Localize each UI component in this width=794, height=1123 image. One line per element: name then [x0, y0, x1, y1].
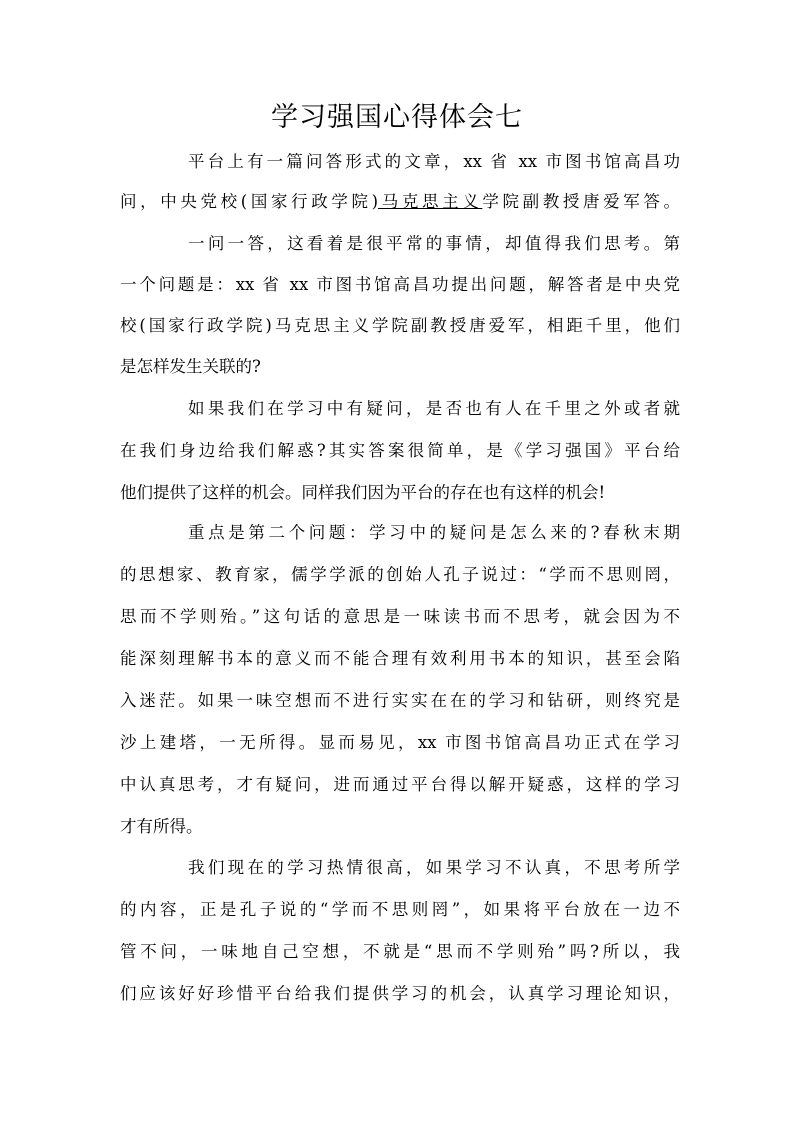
paragraph-1-line-1: 平台上有一篇问答形式的文章，xx 省 xx 市图书馆高昌功 — [188, 152, 680, 171]
paragraph-2-line-4: 是怎样发生关联的? — [120, 357, 261, 376]
text-segment: 问，中央党校(国家行政学院) — [120, 192, 379, 211]
paragraph-4-line-7: 中认真思考，才有疑问，进而通过平台得以解开疑惑，这样的学习 — [120, 775, 680, 794]
paragraph-4-line-3: 思而不学则殆。”这句话的意思是一味读书而不思考，就会因为不 — [120, 607, 680, 626]
paragraph-3-line-3: 他们提供了这样的机会。同样我们因为平台的存在也有这样的机会! — [120, 483, 606, 502]
paragraph-2-line-1: 一问一答，这看着是很平常的事情，却值得我们思考。第 — [188, 234, 680, 253]
paragraph-3-line-1: 如果我们在学习中有疑问，是否也有人在千里之外或者就 — [188, 399, 680, 418]
paragraph-2-line-3: 校(国家行政学院)马克思主义学院副教授唐爱军，相距千里，他们 — [120, 316, 680, 335]
paragraph-2-line-2: 一个问题是：xx 省 xx 市图书馆高昌功提出问题，解答者是中央党 — [120, 275, 680, 294]
paragraph-1-line-2 — [120, 190, 680, 214]
paragraph-4-line-8: 才有所得。 — [120, 817, 203, 836]
paragraph-4-line-4: 能深刻理解书本的意义而不能合理有效利用书本的知识，甚至会陷 — [120, 649, 680, 668]
paragraph-5-line-3: 管不问，一味地自己空想，不就是“思而不学则殆”吗?所以，我 — [120, 942, 680, 961]
paragraph-4-line-5: 入迷茫。如果一味空想而不进行实实在在的学习和钻研，则终究是 — [120, 691, 680, 710]
paragraph-5-line-4: 们应该好好珍惜平台给我们提供学习的机会，认真学习理论知识， — [120, 984, 680, 1003]
paragraph-3-line-2: 在我们身边给我们解惑?其实答案很简单，是《学习强国》平台给 — [120, 441, 680, 460]
paragraph-4-line-6: 沙上建塔，一无所得。显而易见，xx 市图书馆高昌功正式在学习 — [120, 733, 680, 752]
underlined-term: 马克思主义 — [378, 192, 483, 211]
paragraph-5-line-2: 的内容，正是孔子说的“学而不思则罔”，如果将平台放在一边不 — [120, 900, 680, 919]
paragraph-4-line-2: 的思想家、教育家，儒学学派的创始人孔子说过：“学而不思则罔， — [120, 565, 680, 584]
text-segment: 学院副教授唐爱军答。 — [482, 192, 681, 211]
paragraph-4-line-1: 重点是第二个问题：学习中的疑问是怎么来的?春秋末期 — [188, 523, 680, 542]
document-title: 学习强国心得体会七 — [271, 102, 523, 133]
paragraph-5-line-1: 我们现在的学习热情很高，如果学习不认真，不思考所学 — [188, 858, 680, 877]
